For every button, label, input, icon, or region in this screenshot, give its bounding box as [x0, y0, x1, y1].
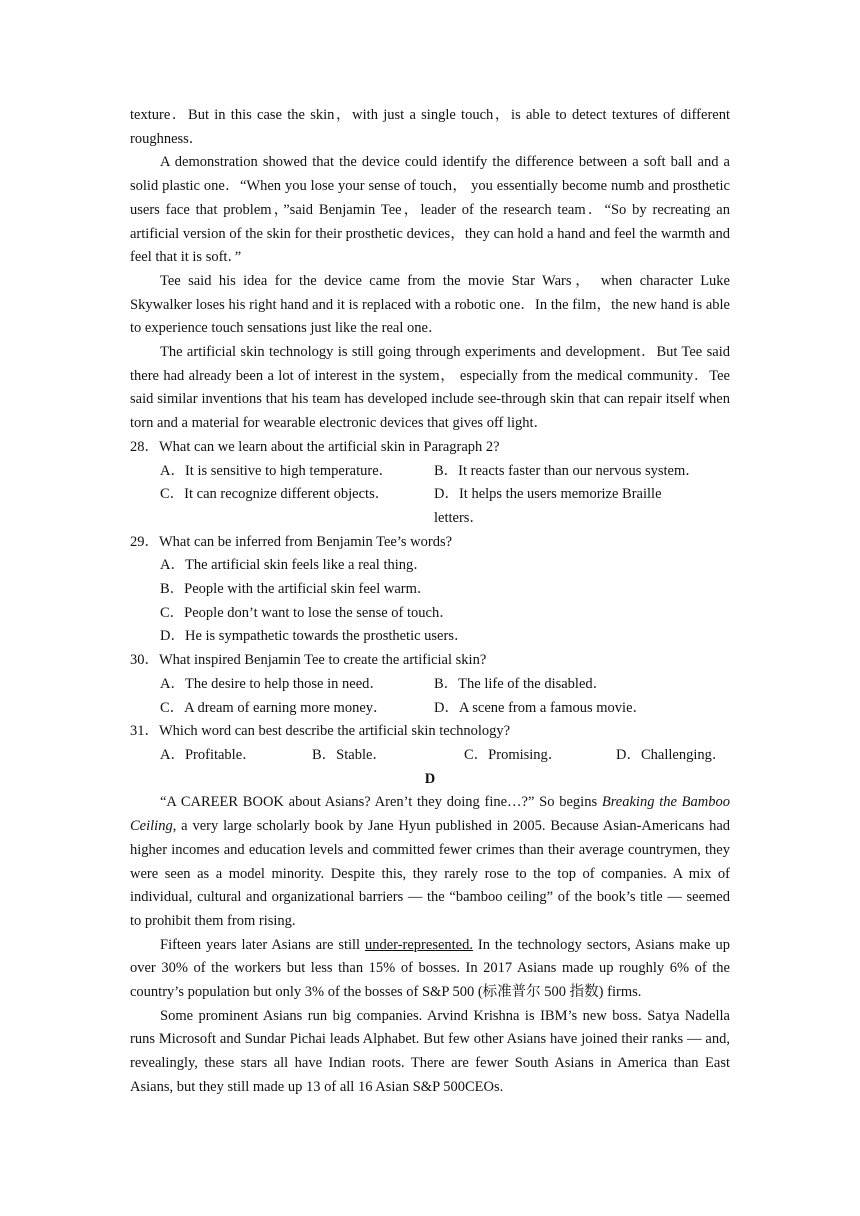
passage-c-paragraph-3: Tee said his idea for the device came from the movie Star Wars， when character Luke Skywalker loses his right hand and it is replaced with a robotic one．In the film，the new hand is able to experience touch sensations just like the real one．: [130, 272, 730, 337]
option-d: D．It helps the users memorize Braille letters．: [434, 486, 662, 526]
passage-c-paragraph-4: The artificial skin technology is still going through experiments and development．But Tee said there had already been a lot of interest in the system， especially from the medical community．Tee said similar inventions that his team has developed include see-through skin that can repair itself when torn and a material for wearable electronic devices that gives off light．: [130, 344, 730, 432]
paragraph-text: “A CAREER BOOK about Asians? Aren’t they doing fine…?” So begins: [160, 794, 602, 811]
question-options: [130, 744, 730, 768]
option-d: D．He is sympathetic towards the prosthetic users．: [160, 628, 469, 645]
option-d: D．A scene from a famous movie．: [434, 699, 648, 716]
question-options: [130, 673, 730, 720]
passage-d-paragraph-1: [130, 791, 730, 933]
option-c: C．People don’t want to lose the sense of touch．: [160, 604, 454, 621]
option-c: C．It can recognize different objects．: [160, 486, 390, 503]
passage-c-paragraph-2: A demonstration showed that the device could identify the difference between a soft ball and a solid plastic one．“When you lose your sense of touch， you essentially become numb and prosthetic users face that problem，”said Benjamin Tee，leader of the research team．“So by recreating an artificial version of the skin for their prosthetic devices，they can hold a hand and feel the warmth and feel that it is soft．”: [130, 154, 730, 266]
section-title-d: D: [424, 770, 436, 787]
question-28: [130, 436, 730, 531]
question-31: [130, 720, 730, 767]
passage-d-paragraph-3: Some prominent Asians run big companies. Arvind Krishna is IBM’s new boss. Satya Nadella runs Microsoft and Sundar Pichai leads Alphabet. But few other Asians have joined their ranks — and, revealingly, these stars all have Indian roots. There are fewer South Asians in America than East Asians, but they still made up 13 of all 16 Asian S&P 500CEOs.: [130, 1007, 730, 1095]
question-stem: 28．What can we learn about the artificial skin in Paragraph 2?: [130, 438, 500, 455]
option-b: B．Stable．: [312, 746, 387, 763]
underlined-word: under-represented.: [364, 936, 473, 953]
passage-d-paragraph-2: [130, 934, 730, 1005]
option-b: B．The life of the disabled．: [434, 675, 608, 692]
question-30: [130, 649, 730, 720]
question-options: [130, 460, 730, 531]
question-options: [130, 554, 730, 649]
option-c: C．Promising．: [464, 746, 563, 763]
paragraph-text: Fifteen years later Asians are still: [160, 936, 365, 953]
option-c: C．A dream of earning more money．: [160, 699, 388, 716]
option-b: B．It reacts faster than our nervous system．: [434, 462, 700, 479]
option-a: A．The desire to help those in need．: [160, 675, 384, 692]
exam-page: [130, 104, 730, 1100]
question-stem: 29．What can be inferred from Benjamin Tee’s words?: [130, 533, 453, 550]
question-stem: 31．Which word can best describe the artificial skin technology?: [130, 723, 511, 740]
paragraph-text: In the technology sectors, Asians make up over 30% of the workers but less than 15% of bosses. In 2017 Asians made up roughly 6% of the country’s population but only 3% of the bosses of S&P 500 (标准普尔 500 指数) firms.: [130, 936, 730, 1001]
question-29: [130, 531, 730, 650]
option-a: A．It is sensitive to high temperature．: [160, 462, 394, 479]
passage-c-paragraph-1: texture．But in this case the skin，with just a single touch，is able to detect textures of different roughness．: [130, 107, 730, 147]
option-d: D．Challenging．: [616, 746, 727, 763]
option-a: A．Profitable．: [160, 746, 257, 763]
paragraph-text: , a very large scholarly book by Jane Hyun published in 2005. Because Asian-Americans had higher incomes and education levels and committed fewer crimes than their average countrymen, they were seen as a model minority. Despite this, they rarely rose to the top of companies. A mix of individual, cultural and organizational barriers — the “bamboo ceiling” of the book’s title — seemed to prohibit them from rising.: [130, 818, 730, 929]
question-stem: 30．What inspired Benjamin Tee to create the artificial skin?: [130, 652, 487, 669]
option-b: B．People with the artificial skin feel warm．: [160, 581, 432, 598]
book-title: Breaking the Bamboo Ceiling: [130, 794, 731, 835]
option-a: A．The artificial skin feels like a real thing．: [160, 557, 428, 574]
